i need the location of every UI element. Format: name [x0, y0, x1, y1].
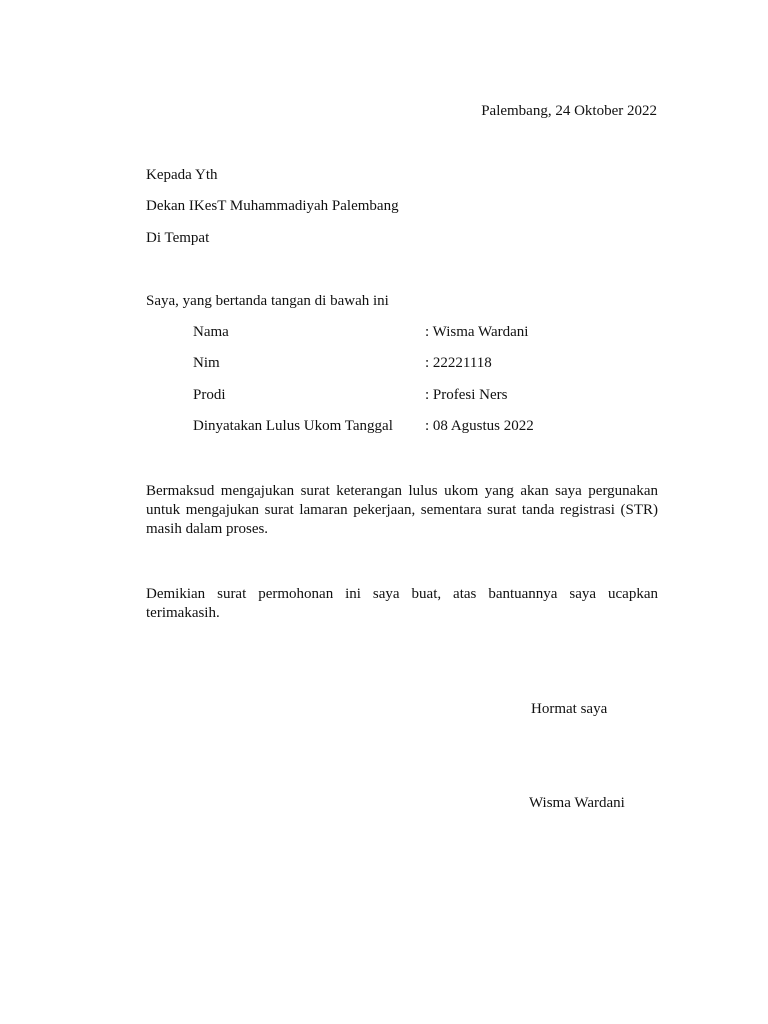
closing-paragraph: Demikian surat permohonan ini saya buat, atas bantuannya saya ucapkan terimakasih.	[146, 586, 658, 621]
recipient-name: Dekan IKesT Muhammadiyah Palembang	[146, 198, 399, 214]
field-value-nim: : 22221118	[425, 355, 492, 371]
body-paragraph: Bermaksud mengajukan surat keterangan lulus ukom yang akan saya pergunakan untuk mengajukan surat lamaran pekerjaan, sementara surat tanda registrasi (STR) masih dalam proses.	[146, 483, 658, 537]
closing-salutation: Hormat saya	[531, 701, 608, 717]
field-label-nama: Nama	[193, 324, 229, 340]
field-value-nama: : Wisma Wardani	[425, 324, 529, 340]
intro-line: Saya, yang bertanda tangan di bawah ini	[146, 293, 389, 309]
place-date: Palembang, 24 Oktober 2022	[481, 103, 657, 119]
field-label-lulus-date: Dinyatakan Lulus Ukom Tanggal	[193, 418, 393, 434]
recipient-location: Di Tempat	[146, 230, 210, 246]
field-value-lulus-date: : 08 Agustus 2022	[425, 418, 534, 434]
field-value-prodi: : Profesi Ners	[425, 387, 508, 403]
signer-name: Wisma Wardani	[529, 795, 625, 811]
field-label-prodi: Prodi	[193, 387, 226, 403]
recipient-salutation: Kepada Yth	[146, 167, 218, 183]
field-label-nim: Nim	[193, 355, 220, 371]
